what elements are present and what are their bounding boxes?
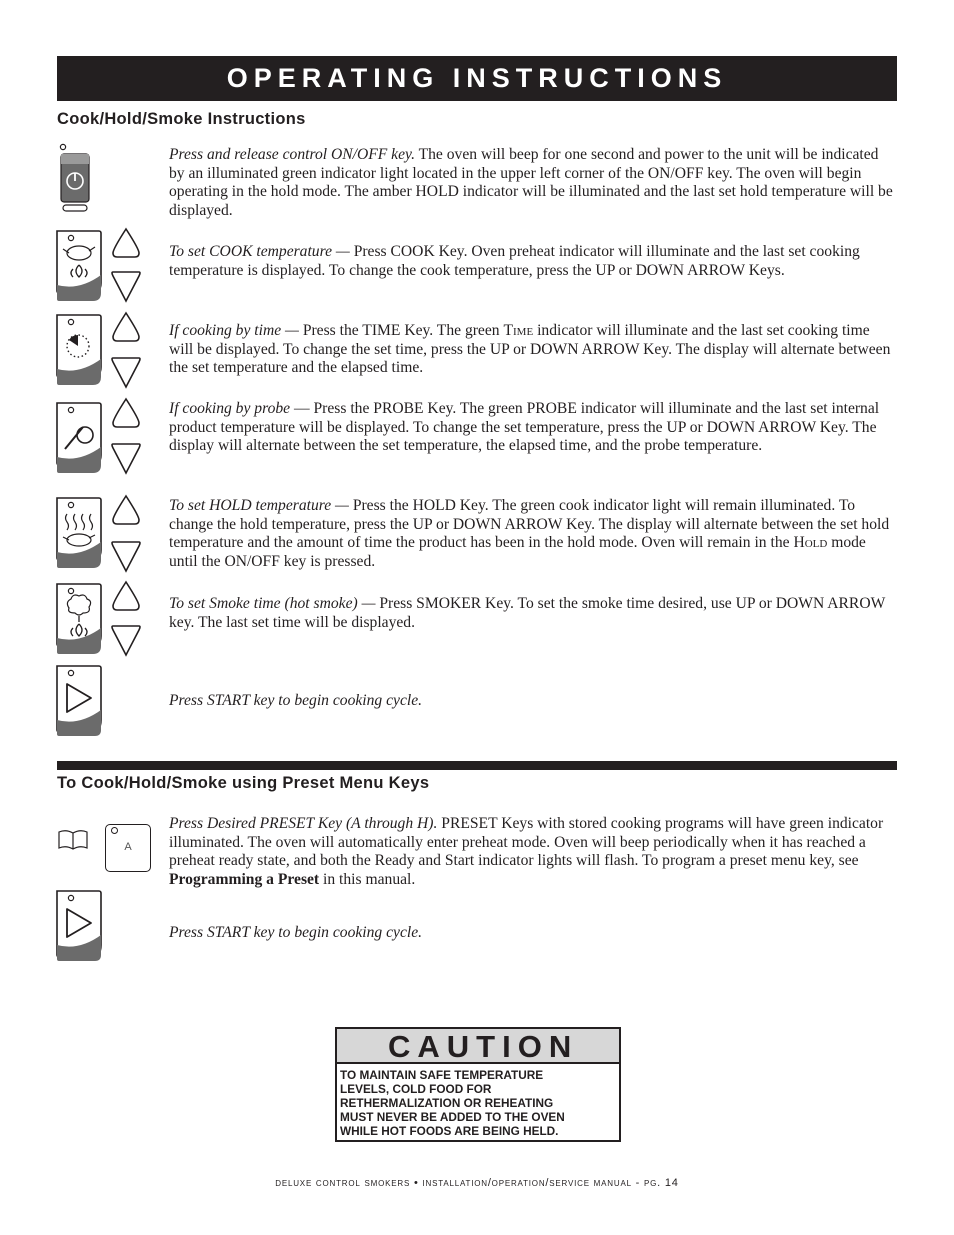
caution-line: LEVELS, COLD FOOD FOR bbox=[340, 1082, 492, 1096]
step-time-smallcaps: Time bbox=[503, 322, 534, 339]
preset-key-label: A bbox=[124, 841, 132, 853]
step-hold-lead: To set HOLD temperature — bbox=[169, 497, 349, 514]
step-time-text bbox=[169, 322, 894, 378]
step-time-body-b: indicator will illuminate and the last set cooking time will be displayed. To change the set time, press the UP or DOWN ARROW Key. The display will alternate between the set temperature and the elapsed time. bbox=[169, 322, 891, 377]
step-power-text bbox=[169, 146, 894, 220]
down-arrow-key bbox=[112, 272, 140, 301]
footer-page-number: 14 bbox=[664, 1177, 679, 1189]
caution-line: TO MAINTAIN SAFE TEMPERATURE bbox=[340, 1068, 544, 1082]
probe-key-group bbox=[55, 397, 145, 477]
smoker-key-group bbox=[55, 580, 145, 660]
up-arrow-key bbox=[113, 496, 139, 524]
footer-pg: - pg. bbox=[631, 1177, 665, 1189]
preset-step-text bbox=[169, 815, 897, 889]
up-arrow-key bbox=[113, 229, 139, 257]
caution-line: MUST NEVER BE ADDED TO THE OVEN bbox=[340, 1110, 565, 1124]
down-arrow-key bbox=[112, 358, 140, 387]
power-key-icon bbox=[55, 141, 95, 213]
time-key-icon bbox=[57, 315, 101, 385]
step-probe-text bbox=[169, 400, 894, 456]
step-start-lead: Press START key to begin cooking cycle. bbox=[169, 692, 423, 709]
caution-title: CAUTION bbox=[337, 1029, 619, 1064]
preset-start-lead: Press START key to begin cooking cycle. bbox=[169, 924, 423, 941]
down-arrow-key bbox=[112, 626, 140, 655]
footer-product: deluxe control smokers bbox=[275, 1177, 411, 1189]
hold-key-icon bbox=[57, 498, 101, 568]
step-hold-body-b: mode until the ON/OFF key is pressed. bbox=[169, 534, 866, 570]
hold-key-group bbox=[55, 494, 145, 574]
page-footer bbox=[0, 1177, 954, 1189]
start-key-icon bbox=[55, 664, 105, 738]
preset-indicator-light bbox=[111, 827, 118, 834]
step-time-lead: If cooking by time — bbox=[169, 322, 299, 339]
step-smoker-text bbox=[169, 595, 894, 632]
section-title-preset-keys: To Cook/Hold/Smoke using Preset Menu Keys bbox=[57, 774, 430, 792]
down-arrow-key bbox=[112, 444, 140, 473]
book-icon bbox=[57, 829, 89, 851]
preset-key-a bbox=[105, 824, 151, 872]
up-arrow-key bbox=[113, 313, 139, 341]
step-hold-text bbox=[169, 497, 894, 571]
down-arrow-key bbox=[112, 542, 140, 571]
step-cook-text bbox=[169, 243, 894, 280]
preset-start-text bbox=[169, 924, 894, 943]
section-title-cook-hold-smoke: Cook/Hold/Smoke Instructions bbox=[57, 110, 306, 128]
probe-key-icon bbox=[57, 403, 101, 473]
step-cook-lead: To set COOK temperature — bbox=[169, 243, 350, 260]
preset-step-body-b: in this manual. bbox=[319, 870, 416, 888]
page-header-bar: OPERATING INSTRUCTIONS bbox=[57, 56, 897, 101]
step-smoker-lead: To set Smoke time (hot smoke) — bbox=[169, 595, 376, 612]
step-hold-smallcaps: Hold bbox=[793, 534, 828, 552]
cook-key-icon bbox=[57, 231, 101, 301]
preset-step-lead: Press Desired PRESET Key (A through H). bbox=[169, 815, 438, 832]
step-hold-body-a: Press the HOLD Key. The green cook indicator light will remain illuminated. To change the hold temperature, press the UP or DOWN ARROW Key. The display will alternate between the set hold temperature and the amount of time the product has been in the hold mode. Oven will remain in the bbox=[169, 497, 890, 552]
footer-separator: • bbox=[410, 1177, 423, 1189]
preset-step-body-a: PRESET Keys with stored cooking programs will have green indicator illuminated. The oven will automatically enter preheat mode. Oven will beep periodically when it has reached a preheat ready state, and both the Ready and Start indicator lights will flash. To program a preset menu key, see bbox=[169, 815, 884, 870]
caution-line: WHILE HOT FOODS ARE BEING HELD. bbox=[340, 1124, 559, 1138]
time-key-group bbox=[55, 311, 145, 389]
step-time-body-a: Press the TIME Key. The green bbox=[298, 322, 504, 339]
up-arrow-key bbox=[113, 582, 139, 610]
smoker-key-icon bbox=[57, 584, 101, 654]
programming-a-preset-ref: Programming a Preset bbox=[169, 870, 320, 888]
step-power-lead: Press and release control ON/OFF key. bbox=[169, 146, 415, 163]
caution-box bbox=[335, 1027, 621, 1142]
step-start-text bbox=[169, 692, 894, 711]
step-probe-lead: If cooking by probe bbox=[169, 400, 291, 417]
caution-line: RETHERMALIZATION OR REHEATING bbox=[340, 1096, 554, 1110]
step-cook-body: Press COOK Key. Oven preheat indicator will illuminate and the last set cooking temperature is displayed. To change the cook temperature, press the UP or DOWN ARROW Keys. bbox=[169, 243, 860, 279]
section-divider bbox=[57, 761, 897, 770]
start-key-icon bbox=[55, 889, 105, 963]
up-arrow-key bbox=[113, 399, 139, 427]
caution-text bbox=[337, 1064, 619, 1138]
step-power-body: The oven will beep for one second and power to the unit will be indicated by an illuminated green indicator light located in the upper left corner of the ON/OFF key. The oven will begin operating in the hold mode. The amber HOLD indicator will be illuminated and the last set hold temperature will be displayed. bbox=[169, 146, 893, 219]
step-probe-body: — Press the PROBE Key. The green PROBE indicator will illuminate and the last set internal product temperature will be displayed. To change the set temperature, press the UP or DOWN ARROW Key. The display will alternate between the set temperature, the elapsed time, and the probe temperature. bbox=[169, 400, 880, 455]
cook-key-group bbox=[55, 227, 145, 305]
step-smoker-body: Press SMOKER Key. To set the smoke time desired, use UP or DOWN ARROW key. The last set time will be displayed. bbox=[169, 595, 886, 631]
footer-manual: installation/operation/service manual bbox=[422, 1177, 632, 1189]
